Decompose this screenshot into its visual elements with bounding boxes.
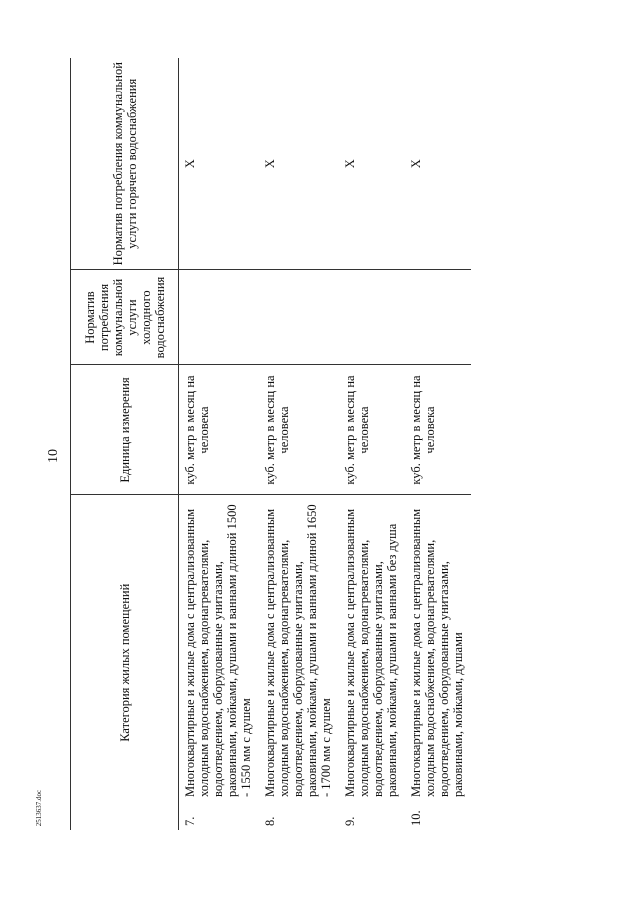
- row-cold-water-norm: [405, 270, 471, 365]
- header-cold-water-norm: Норматив потребления коммунальной услуги холодного водоснабжения: [71, 270, 179, 365]
- table-header-row: [71, 58, 179, 830]
- row-number: 10.: [409, 810, 423, 826]
- header-category: Категория жилых помещений: [117, 583, 132, 742]
- table-row: [259, 58, 339, 830]
- row-hot-water-norm: Х: [405, 58, 471, 270]
- row-category: Многоквартирные и жилые дома с централизованным холодным водоснабжением, водонагревателями, водоотведением, оборудованные унитазами, раковинами, мойками, душами: [409, 508, 465, 797]
- header-hot-water-norm: Норматив потребления коммунальной услуги горячего водоснабжения: [71, 58, 179, 270]
- row-unit: куб. метр в месяц на человека: [339, 365, 405, 495]
- row-cold-water-norm: [259, 270, 339, 365]
- document-filename: 2513637.doc: [35, 789, 43, 827]
- table-row: [179, 58, 260, 830]
- row-unit: куб. метр в месяц на человека: [179, 365, 260, 495]
- header-unit: Единица измерения: [71, 365, 179, 495]
- row-unit: куб. метр в месяц на человека: [259, 365, 339, 495]
- table-row: [339, 58, 405, 830]
- normatives-table-container: [70, 58, 510, 830]
- row-hot-water-norm: Х: [259, 58, 339, 270]
- row-number: 9.: [343, 816, 357, 826]
- row-number: 8.: [263, 816, 277, 826]
- row-hot-water-norm: Х: [179, 58, 260, 270]
- normatives-table: [70, 58, 471, 830]
- table-body: [179, 58, 472, 830]
- row-cold-water-norm: [179, 270, 260, 365]
- row-category: Многоквартирные и жилые дома с централизованным холодным водоснабжением, водонагревателями, водоотведением, оборудованные унитазами, раковинами, мойками, душами и ваннами длиной 1650 - 1700 мм с душем: [263, 504, 333, 797]
- row-number: 7.: [183, 816, 197, 826]
- row-cold-water-norm: [339, 270, 405, 365]
- row-unit: куб. метр в месяц на человека: [405, 365, 471, 495]
- page-number: 10: [46, 449, 61, 463]
- row-hot-water-norm: Х: [339, 58, 405, 270]
- row-category: Многоквартирные и жилые дома с централизованным холодным водоснабжением, водонагревателями, водоотведением, оборудованные унитазами, раковинами, мойками, душами и ваннами длиной 1500 - 1550 мм с душем: [183, 504, 253, 797]
- table-row: [405, 58, 471, 830]
- row-category: Многоквартирные и жилые дома с централизованным холодным водоснабжением, водонагревателями, водоотведением, оборудованные унитазами, раковинами, мойками, душами и ваннами без душа: [343, 508, 399, 797]
